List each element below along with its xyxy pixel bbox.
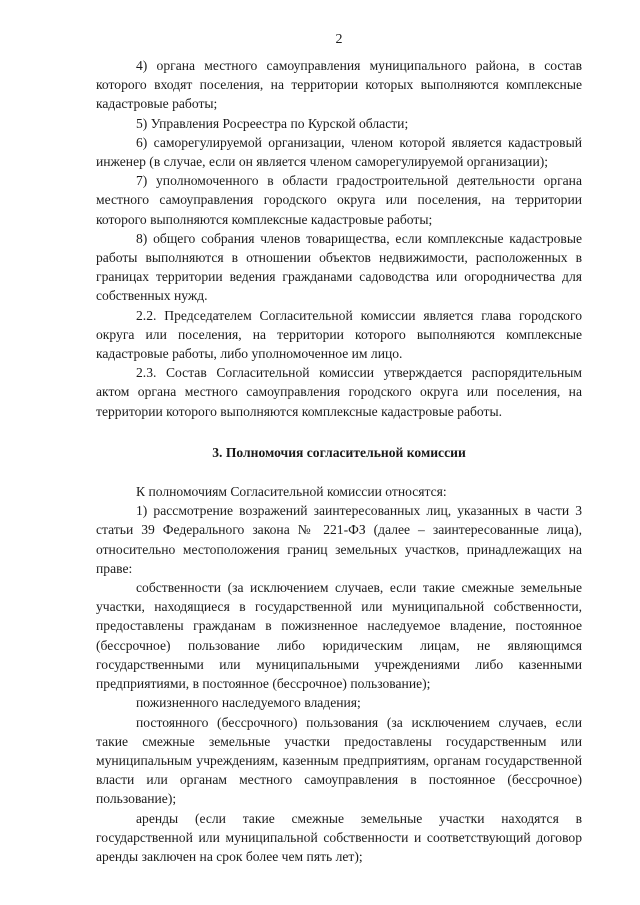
commission-members-list: [96, 56, 582, 421]
paragraph-item-8: 8) общего собрания членов товарищества, если комплексные кадастровые работы выполняются в отношении объектов недвижимости, расположенных в границах территории ведения гражданами садоводства или огородничества для собственных нужд.: [96, 230, 582, 304]
paragraph-lifetime-possession: пожизненного наследуемого владения;: [136, 695, 361, 711]
paragraph-2-2: 2.2. Председателем Согласительной комиссии является глава городского округа или поселения, на территории которого выполняются комплексные кадастровые работы, либо уполномоченное им лицо.: [96, 307, 582, 362]
paragraph-powers-intro: К полномочиям Согласительной комиссии относятся:: [136, 484, 447, 500]
paragraph-ownership: собственности (за исключением случаев, если такие смежные земельные участки, находящиеся в государственной или муниципальной собственности, предоставлены гражданам в пожизненное наследуемое владение, постоянное (бессрочное) пользование либо юридическим лицам, не являющимся государственными или муниципальными учреждениями либо казенными предприятиями, в постоянное (бессрочное) пользование);: [96, 580, 582, 692]
commission-powers-list: [96, 482, 582, 866]
paragraph-item-6: 6) саморегулируемой организации, членом которой является кадастровый инженер (в случае, если он является членом саморегулируемой организации);: [96, 134, 582, 170]
paragraph-lease: аренды (если такие смежные земельные участки находятся в государственной или муниципальной собственности и соответствующий договор аренды заключен на срок более чем пять лет);: [96, 810, 582, 864]
paragraph-permanent-use: постоянного (бессрочного) пользования (за исключением случаев, если такие смежные земельные участки предоставлены государственным или муниципальным учреждениям, казенным предприятиям, органам государственной власти или органам местного самоуправления в постоянное (бессрочное) пользование);: [96, 714, 582, 807]
paragraph-item-5: 5) Управления Росреестра по Курской области;: [136, 115, 409, 131]
section-title: 3. Полномочия согласительной комиссии: [212, 444, 466, 460]
paragraph-item-4: 4) органа местного самоуправления муниципального района, в состав которого входят поселения, на территории которых выполняются комплексные кадастровые работы;: [96, 58, 582, 112]
page-number: 2: [335, 32, 343, 47]
paragraph-power-1: 1) рассмотрение возражений заинтересованных лиц, указанных в части 3 статьи 39 Федерального закона № 221-ФЗ (далее – заинтересованные лица), относительно местоположения границ земельных участков, принадлежащих на праве:: [96, 503, 582, 576]
paragraph-2-3: 2.3. Состав Согласительной комиссии утверждается распорядительным актом органа местного самоуправления городского округа или поселения, на территории которого выполняются комплексные кадастровые работы.: [96, 365, 582, 419]
paragraph-item-7: 7) уполномоченного в области градостроительной деятельности органа местного самоуправления городского округа или поселения, на территории которого выполняются комплексные кадастровые работы;: [96, 173, 582, 227]
